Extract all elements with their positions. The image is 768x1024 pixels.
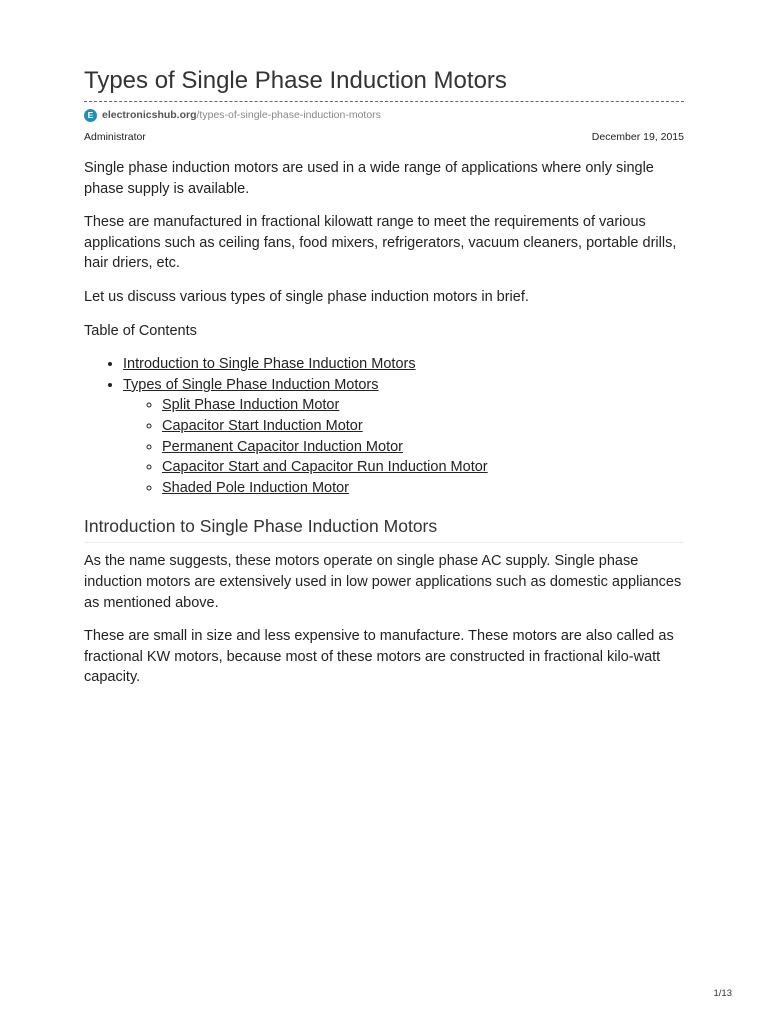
- source-url[interactable]: [84, 107, 381, 123]
- toc-subitem: [162, 416, 684, 437]
- toc-link-capacitor-start[interactable]: Capacitor Start Induction Motor: [162, 417, 363, 434]
- toc-link-introduction[interactable]: Introduction to Single Phase Induction Motors: [123, 356, 416, 373]
- article-body: [84, 158, 684, 701]
- toc-link-types[interactable]: Types of Single Phase Induction Motors: [123, 376, 379, 393]
- publish-date: December 19, 2015: [591, 131, 684, 143]
- intro-paragraph: Let us discuss various types of single phase induction motors in brief.: [84, 288, 529, 305]
- toc-item: [123, 375, 684, 499]
- toc-subitem: [162, 457, 684, 478]
- electronicshub-favicon-icon: E: [84, 109, 97, 122]
- toc-subitem: [162, 395, 684, 416]
- intro-paragraph: These are manufactured in fractional kilowatt range to meet the requirements of various applications such as ceiling fans, food mixers, refrigerators, vacuum cleaners, portable drills, hair driers, etc.: [84, 214, 677, 272]
- toc-subitem: [162, 437, 684, 458]
- author-name: Administrator: [84, 131, 146, 143]
- source-domain: electronicshub.org: [102, 109, 197, 121]
- toc-link-permanent-capacitor[interactable]: Permanent Capacitor Induction Motor: [162, 438, 403, 455]
- toc-label: Table of Contents: [84, 322, 197, 339]
- source-path: /types-of-single-phase-induction-motors: [196, 109, 381, 121]
- section-paragraph: As the name suggests, these motors operate on single phase AC supply. Single phase induction motors are extensively used in low power applications such as domestic appliances as mentioned above.: [84, 553, 682, 611]
- intro-paragraph: Single phase induction motors are used in a wide range of applications where only single phase supply is available.: [84, 160, 654, 197]
- toc-item: [123, 354, 684, 375]
- title-divider: [84, 101, 684, 102]
- section-heading: Introduction to Single Phase Induction Motors: [84, 511, 684, 543]
- toc-link-capacitor-start-run[interactable]: Capacitor Start and Capacitor Run Induction Motor: [162, 459, 488, 476]
- toc-link-shaded-pole[interactable]: Shaded Pole Induction Motor: [162, 479, 350, 496]
- section-paragraph: These are small in size and less expensive to manufacture. These motors are also called as fractional KW motors, because most of these motors are constructed in fractional kilo-watt capacity.: [84, 628, 674, 686]
- page-title: Types of Single Phase Induction Motors: [84, 67, 507, 94]
- article-meta: [84, 131, 684, 145]
- toc-subitem: [162, 478, 684, 499]
- page-number: 1/13: [713, 988, 732, 999]
- toc-sublist: [123, 395, 684, 498]
- table-of-contents: [84, 354, 684, 498]
- toc-link-split-phase[interactable]: Split Phase Induction Motor: [162, 397, 340, 414]
